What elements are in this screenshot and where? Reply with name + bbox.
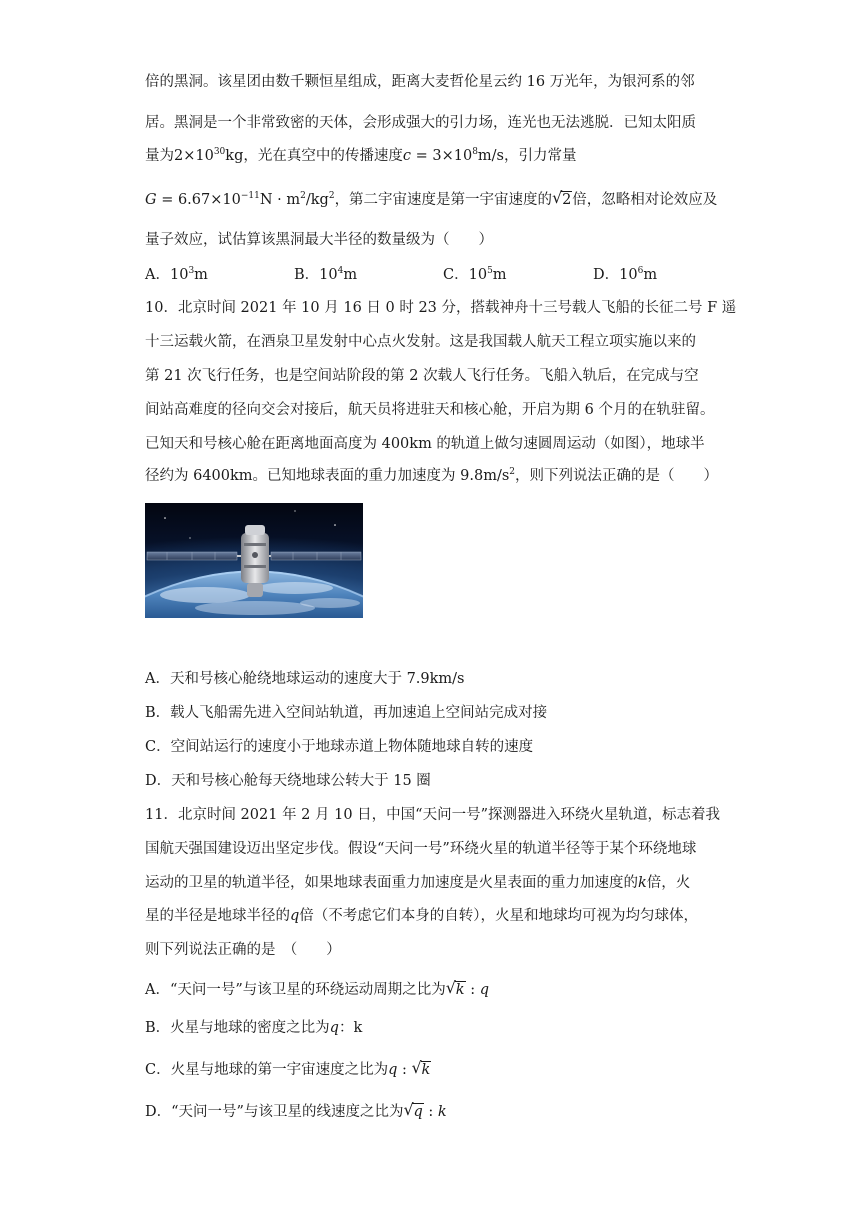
q9-option-c[interactable]: C．$10^5m$	[443, 266, 507, 283]
space-station-illustration	[145, 503, 363, 618]
q11-option-d[interactable]: D．“天问一号”与该卫星的线速度之比为√ q : k	[145, 1102, 725, 1122]
sqrt-symbol: √ q	[403, 1102, 423, 1122]
q11-option-b[interactable]: B．火星与地球的密度之比为q：k	[145, 1020, 363, 1036]
q9-text-line: 量子效应，试估算该黑洞最大半径的数量级为（ ）	[145, 232, 493, 248]
q9-option-b[interactable]: B．$10^4m$	[294, 266, 358, 283]
q11-text-line: 则下列说法正确的是 （ ）	[145, 942, 341, 958]
sqrt-symbol: √ k	[446, 980, 466, 1000]
q10-text-line: 10．北京时间 2021 年 10 月 16 日 0 时 23 分，搭载神舟十三号载人飞船的长征二号 F 遥	[145, 300, 737, 316]
q10-option-a[interactable]: A．天和号核心舱绕地球运动的速度大于 7.9km/s	[145, 671, 465, 687]
q9-formula-line: $G = 6.67\times 10^{-11}N \cdot m^2/kg^2$，第二宇宙速度是第一宇宙速度的√ 2倍，忽略相对论效应及	[145, 190, 725, 210]
q10-text-line: 已知天和号核心舱在距离地面高度为 400km 的轨道上做匀速圆周运动（如图），地球半	[145, 436, 705, 452]
q11-option-c[interactable]: C．火星与地球的第一宇宙速度之比为q : √ k	[145, 1060, 725, 1080]
q11-text-line: 国航天强国建设迈出坚定步伐。假设“天问一号”环绕火星的轨道半径等于某个环绕地球	[145, 841, 697, 857]
q11-text-line: 运动的卫星的轨道半径，如果地球表面重力加速度是火星表面的重力加速度的k倍，火	[145, 875, 691, 891]
q11-text-line: 11．北京时间 2021 年 2 月 10 日，中国“天问一号”探测器进入环绕火星轨道，标志着我	[145, 807, 721, 823]
space-station-image	[145, 503, 363, 618]
sqrt-symbol: √ k	[412, 1060, 432, 1080]
q10-text-line: 径约为 6400km。已知地球表面的重力加速度为 $9.8m/s^2$，则下列说法正确的是（ ）	[145, 467, 719, 484]
q9-text-line: 居。黑洞是一个非常致密的天体，会形成强大的引力场，连光也无法逃脱．已知太阳质	[145, 115, 696, 131]
q10-option-c[interactable]: C．空间站运行的速度小于地球赤道上物体随地球自转的速度	[145, 739, 534, 755]
q10-text-line: 间站高难度的径向交会对接后，航天员将进驻天和核心舱，开启为期 6 个月的在轨驻留。	[145, 402, 715, 418]
q11-option-a[interactable]: A．“天问一号”与该卫星的环绕运动周期之比为√ k : q	[145, 980, 725, 1000]
q9-text-line: 倍的黑洞。该星团由数千颗恒星组成，距离大麦哲伦星云约 16 万光年，为银河系的邻	[145, 74, 695, 90]
q11-text-line: 星的半径是地球半径的q倍（不考虑它们本身的自转），火星和地球均可视为均匀球体，	[145, 908, 699, 924]
q9-option-a[interactable]: A．$10^3m$	[145, 266, 208, 283]
q10-text-line: 第 21 次飞行任务，也是空间站阶段的第 2 次载人飞行任务。飞船入轨后，在完成与空	[145, 368, 699, 384]
q10-option-b[interactable]: B．载人飞船需先进入空间站轨道，再加速追上空间站完成对接	[145, 705, 548, 721]
sqrt-symbol: √ 2	[552, 190, 572, 210]
q9-option-d[interactable]: D．$10^6m$	[593, 266, 658, 283]
q9-text-line: 量为$2\times 10^{30}kg$，光在真空中的传播速度$c = 3\times 10^8m/s$，引力常量	[145, 147, 577, 164]
q10-text-line: 十三运载火箭，在酒泉卫星发射中心点火发射。这是我国载人航天工程立项实施以来的	[145, 334, 696, 350]
q10-option-d[interactable]: D．天和号核心舱每天绕地球公转大于 15 圈	[145, 773, 431, 789]
